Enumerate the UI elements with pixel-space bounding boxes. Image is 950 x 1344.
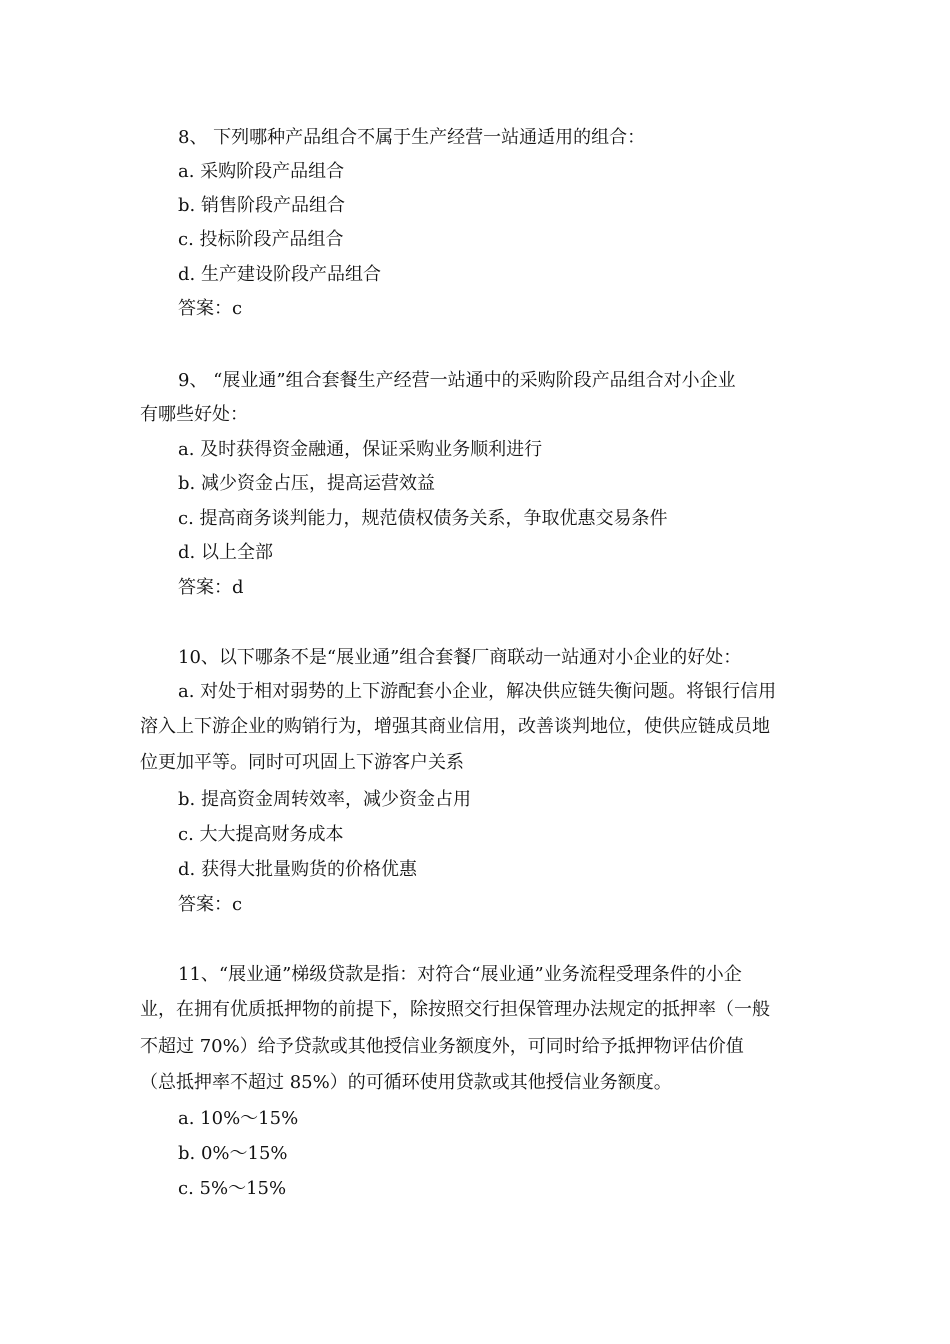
question-8-option-d: d. 生产建设阶段产品组合 [178, 264, 381, 285]
question-11-option-c: c. 5%～15% [178, 1178, 287, 1199]
question-8-option-a: a. 采购阶段产品组合 [178, 161, 345, 182]
question-11-stem-line2: 业，在拥有优质抵押物的前提下，除按照交行担保管理办法规定的抵押率（一般 [140, 999, 770, 1020]
question-11-stem-line1: 11、“展业通”梯级贷款是指：对符合“展业通”业务流程受理条件的小企 [178, 964, 742, 985]
question-10-answer: 答案：c [178, 894, 243, 915]
question-8-stem: 8、 下列哪种产品组合不属于生产经营一站通适用的组合： [178, 127, 646, 148]
question-9-option-c: c. 提高商务谈判能力，规范债权债务关系，争取优惠交易条件 [178, 508, 668, 529]
question-10-option-c: c. 大大提高财务成本 [178, 824, 344, 845]
question-11-option-a: a. 10%～15% [178, 1108, 299, 1129]
question-11-stem-line3: 不超过 70%）给予贷款或其他授信业务额度外，可同时给予抵押物评估价值 [140, 1036, 744, 1057]
question-8-answer: 答案：c [178, 298, 243, 319]
question-9-answer: 答案：d [178, 577, 244, 598]
question-9-stem-line2: 有哪些好处： [140, 404, 248, 425]
question-9-stem-line1: 9、 “展业通”组合套餐生产经营一站通中的采购阶段产品组合对小企业 [178, 370, 736, 391]
question-11-stem-line4: （总抵押率不超过 85%）的可循环使用贷款或其他授信业务额度。 [140, 1072, 672, 1093]
question-8-option-c: c. 投标阶段产品组合 [178, 229, 344, 250]
question-11-option-b: b. 0%～15% [178, 1143, 288, 1164]
question-10-option-a-line2: 溶入上下游企业的购销行为，增强其商业信用，改善谈判地位，使供应链成员地 [140, 716, 770, 737]
question-10-option-a-line1: a. 对处于相对弱势的上下游配套小企业，解决供应链失衡问题。将银行信用 [178, 681, 777, 702]
question-10-option-b: b. 提高资金周转效率，减少资金占用 [178, 789, 471, 810]
question-8-option-b: b. 销售阶段产品组合 [178, 195, 345, 216]
question-10-stem: 10、以下哪条不是“展业通”组合套餐厂商联动一站通对小企业的好处： [178, 647, 742, 668]
question-9-option-a: a. 及时获得资金融通，保证采购业务顺利进行 [178, 439, 543, 460]
question-10-option-a-line3: 位更加平等。同时可巩固上下游客户关系 [140, 752, 464, 773]
question-10-option-d: d. 获得大批量购货的价格优惠 [178, 859, 417, 880]
question-9-option-b: b. 减少资金占压，提高运营效益 [178, 473, 435, 494]
question-9-option-d: d. 以上全部 [178, 542, 273, 563]
